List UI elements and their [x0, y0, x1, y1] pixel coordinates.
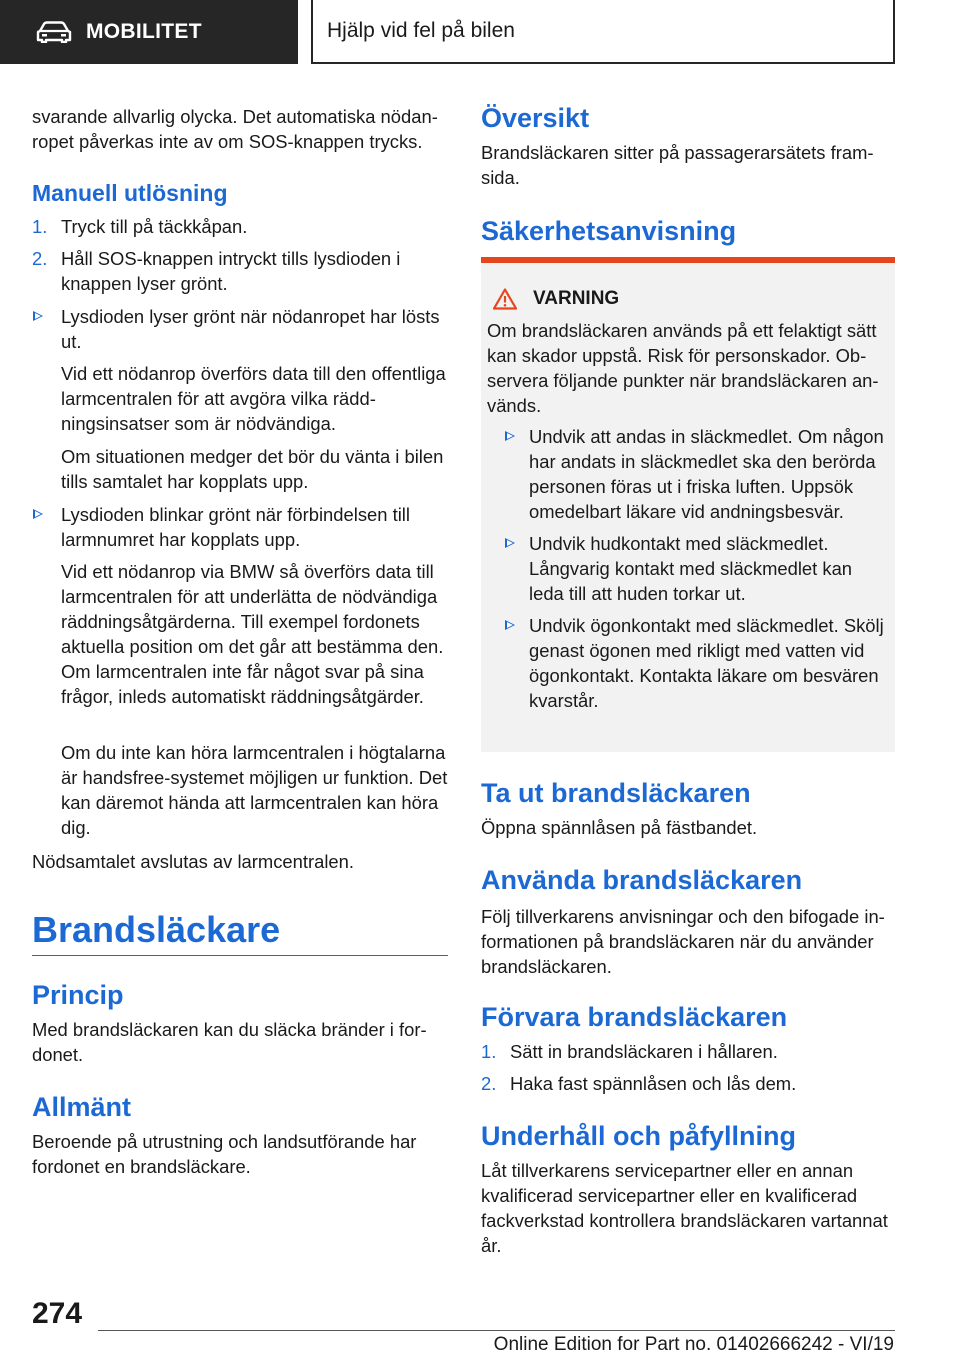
step-number: 2. [32, 248, 48, 269]
step-text: Sätt in brandsläckaren i hållaren. [510, 1041, 778, 1062]
warning-title [493, 288, 619, 310]
bullet-triangle-icon [505, 538, 515, 548]
bullet-triangle-icon [33, 509, 43, 519]
end-text: Nödsamtalet avslutas av larmcentralen. [32, 851, 354, 872]
warning-text: Om brandsläckaren används på ett felaktigt sätt kan skador uppstå. Risk för personskador. Observera följande punkter när brandsläckaren används. [487, 320, 879, 416]
bullet-triangle-icon [33, 311, 43, 321]
allmant-heading: Allmänt [32, 1092, 132, 1122]
manual-heading: Manuell utlösning [32, 180, 228, 206]
step-text: Haka fast spännlåsen och lås dem. [510, 1073, 797, 1094]
intro-text: svarande allvarlig olycka. Det automatiska nödanropet påverkas inte av om SOS-knappen trycks. [32, 106, 438, 152]
ta-ut-text: Öppna spännlåsen på fästbandet. [481, 817, 758, 838]
paragraph: Vid ett nödanrop överförs data till den offentliga larmcentralen för att avgöra vilka räddningsinsatser som är nödvändiga. [61, 363, 446, 434]
paragraph: Vid ett nödanrop via BMW så överförs data till larmcentralen för att underlätta de nödvändiga räddningsåtgärderna. Till exempel fordonets aktuella position om det går att bestämma den. Om larmcentralen inte får något svar på sina frågor, inleds automatiskt räddningsåtgärder. [61, 561, 444, 707]
warning-item-text: Undvik ögonkontakt med släckmedlet. Skölj genast ögonen med rikligt med vatten vid ögonkontakt. Kontakta läkare om besvären kvarstår. [529, 615, 884, 711]
section-tab [0, 0, 298, 64]
step-number: 1. [481, 1041, 497, 1062]
anvanda-heading: Använda brandsläckaren [481, 865, 803, 895]
chapter-header [311, 0, 895, 64]
heading-rule [32, 955, 448, 956]
bullet-text: Lysdioden blinkar grönt när förbindelsen till larmnumret har kopplats upp. [61, 504, 410, 550]
ta-ut-heading: Ta ut brandsläckaren [481, 778, 751, 808]
step-number: 1. [32, 216, 48, 237]
warning-label: VARNING [533, 288, 620, 309]
step-text: Håll SOS-knappen intryckt tills lysdioden i knappen lyser grönt. [61, 248, 401, 294]
bullet-text: Lysdioden lyser grönt när nödanropet har lösts ut. [61, 306, 440, 352]
bullet-triangle-icon [505, 431, 515, 441]
section-label: MOBILITET [86, 20, 202, 43]
allmant-text: Beroende på utrustning och landsutförande har fordonet en brandsläckare. [32, 1131, 417, 1177]
step-number: 2. [481, 1073, 497, 1094]
anvanda-text: Följ tillverkarens anvisningar och den bifogade informationen på brandsläckaren när du använder brandsläckaren. [481, 906, 885, 977]
warning-triangle-icon [493, 288, 517, 310]
list-item [481, 1039, 895, 1064]
list-item [32, 502, 448, 552]
warning-item [493, 613, 887, 713]
paragraph: Om situationen medger det bör du vänta i bilen tills samtalet har kopplats upp. [61, 446, 444, 492]
list-item [32, 214, 448, 239]
page-number: 274 [32, 1297, 83, 1330]
warning-item [493, 531, 887, 606]
main-heading: Brandsläckare [32, 909, 281, 950]
princip-text: Med brandsläckaren kan du släcka bränder i fordonet. [32, 1019, 427, 1065]
bullet-triangle-icon [505, 620, 515, 630]
list-item [32, 246, 448, 296]
list-item [32, 304, 448, 354]
sakerhet-heading: Säkerhetsanvisning [481, 216, 737, 246]
list-item [481, 1071, 895, 1096]
princip-heading: Princip [32, 980, 124, 1010]
paragraph: Om du inte kan höra larmcentralen i högtalarna är handsfree-systemet möjligen ur funktion. Det kan däremot hända att larmcentralen kan höra dig. [61, 742, 448, 838]
chapter-title: Hjälp vid fel på bilen [327, 19, 515, 42]
footer-edition: Online Edition for Part no. 01402666242 - VI/19 [493, 1334, 894, 1355]
warning-body [487, 318, 887, 713]
warning-item-text: Undvik hudkontakt med släckmedlet. Långvarig kontakt med släckmedlet kan leda till att huden torkar ut. [529, 533, 853, 604]
warning-item-text: Undvik att andas in släckmedlet. Om någon har andats in släckmedlet ska den berörda personen föras ut i friska luften. Uppsök omedelbart läkare vid andningsbesvär. [529, 426, 884, 522]
step-text: Tryck till på täckkåpan. [61, 216, 248, 237]
warning-item [493, 424, 887, 524]
oversikt-heading: Översikt [481, 103, 590, 133]
footer-rule [98, 1330, 895, 1331]
underhall-text: Låt tillverkarens servicepartner eller en annan kvalificerad servicepartner eller en kvalificerad fackverkstad kontrollera brandsläckaren vartannat år. [481, 1160, 888, 1256]
warning-box [481, 257, 895, 752]
car-icon [36, 21, 72, 43]
forvara-heading: Förvara brandsläckaren [481, 1002, 788, 1032]
oversikt-text: Brandsläckaren sitter på passagerarsätets framsida. [481, 142, 874, 188]
underhall-heading: Underhåll och påfyllning [481, 1121, 797, 1151]
